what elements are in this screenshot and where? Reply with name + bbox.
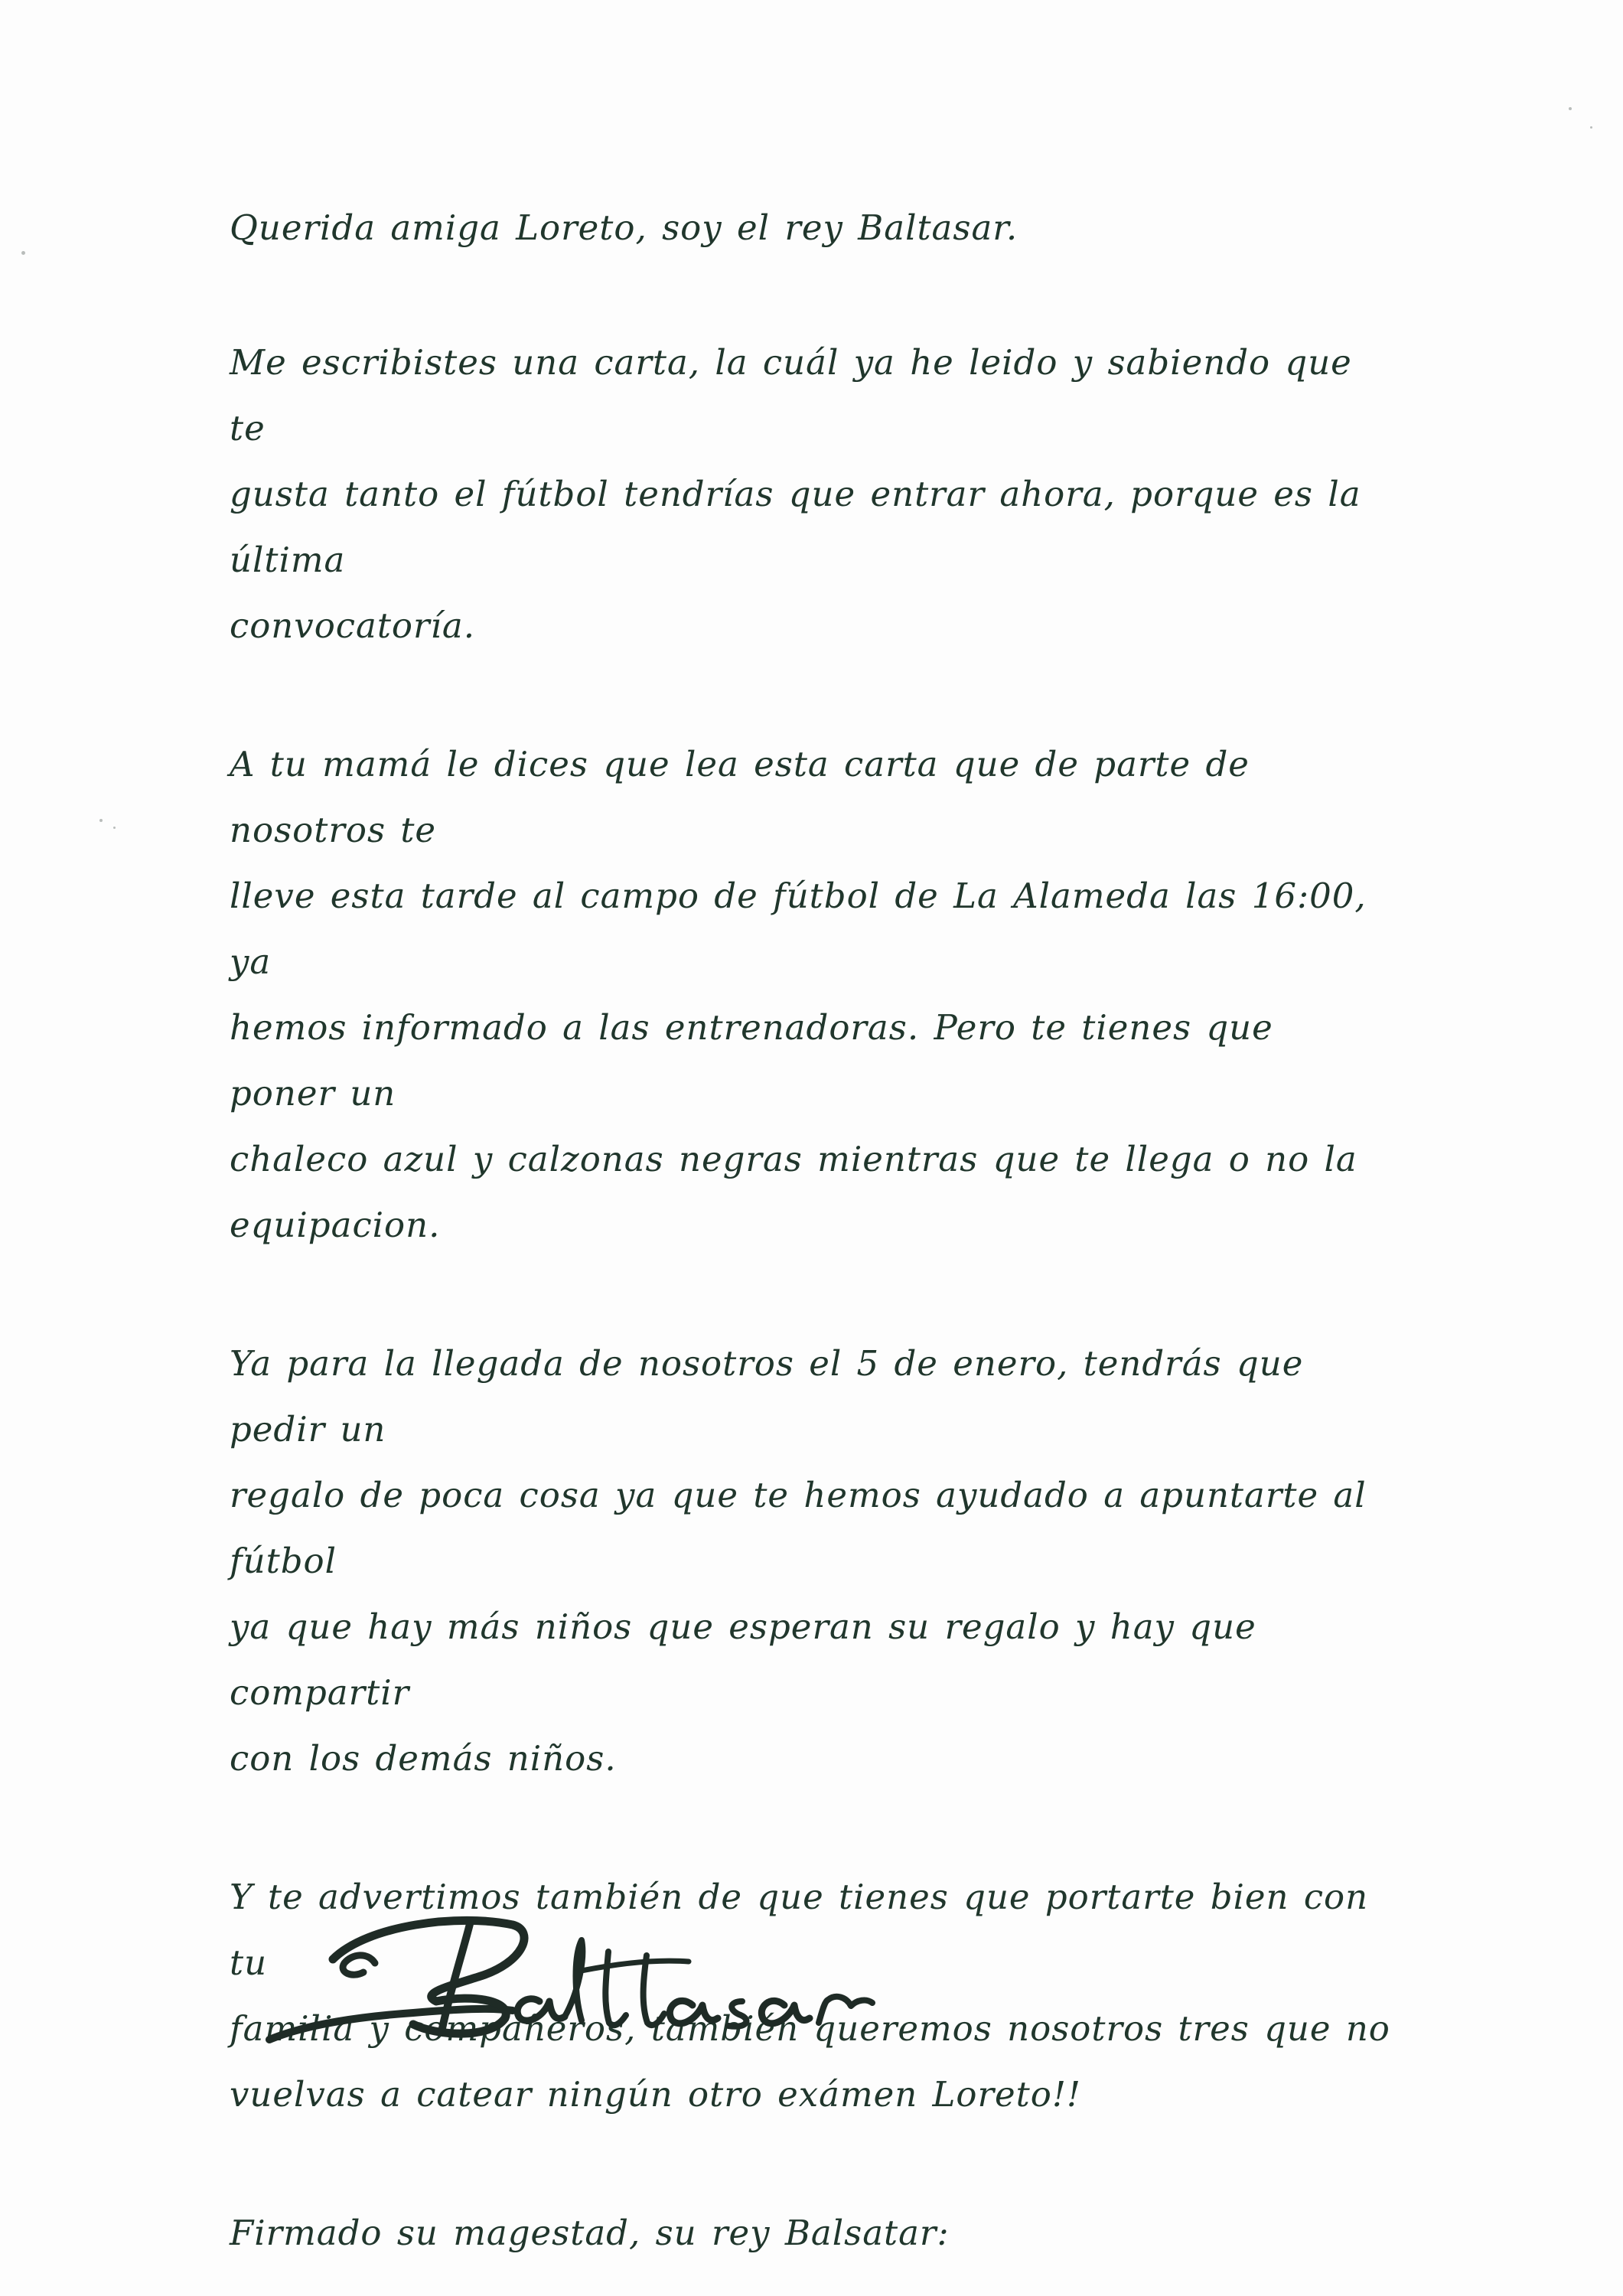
- letter-paragraph: Ya para la llegada de nosotros el 5 de enero, tendrás que pedir un regalo de poca cosa ya que te hemos ayudado a apuntarte al fútbol ya que hay más niños que esperan su regalo y hay que compartir con los demás niños.: [230, 1343, 1367, 1779]
- letter-paragraph: Y te advertimos también de que tienes que portarte bien con tu familia y compañeros, también queremos nosotros tres que no vuelvas a catear ningún otro exámen Loreto!!: [230, 1877, 1390, 2115]
- paper-speck: [113, 827, 116, 829]
- paper-speck: [21, 251, 25, 255]
- handwritten-signature: [260, 1879, 949, 2078]
- letter-paragraph: A tu mamá le dices que lea esta carta que de parte de nosotros te lleve esta tarde al campo de fútbol de La Alameda las 16:00, ya hemos informado a las entrenadoras. Pero te tienes que poner un chaleco azul y calzonas negras mientras que te llega o no la equipacion.: [230, 744, 1367, 1245]
- letter-paragraph: Me escribistes una carta, la cuál ya he leido y sabiendo que te gusta tanto el fútbol tendrías que entrar ahora, porque es la última convocatoría.: [230, 342, 1361, 646]
- letter-greeting: Querida amiga Loreto, soy el rey Baltasar.: [230, 207, 1018, 248]
- paper-speck: [1590, 126, 1592, 129]
- paper-speck: [1569, 107, 1572, 110]
- letter-closing: Firmado su magestad, su rey Balsatar:: [230, 2213, 950, 2253]
- paper-speck: [99, 819, 103, 822]
